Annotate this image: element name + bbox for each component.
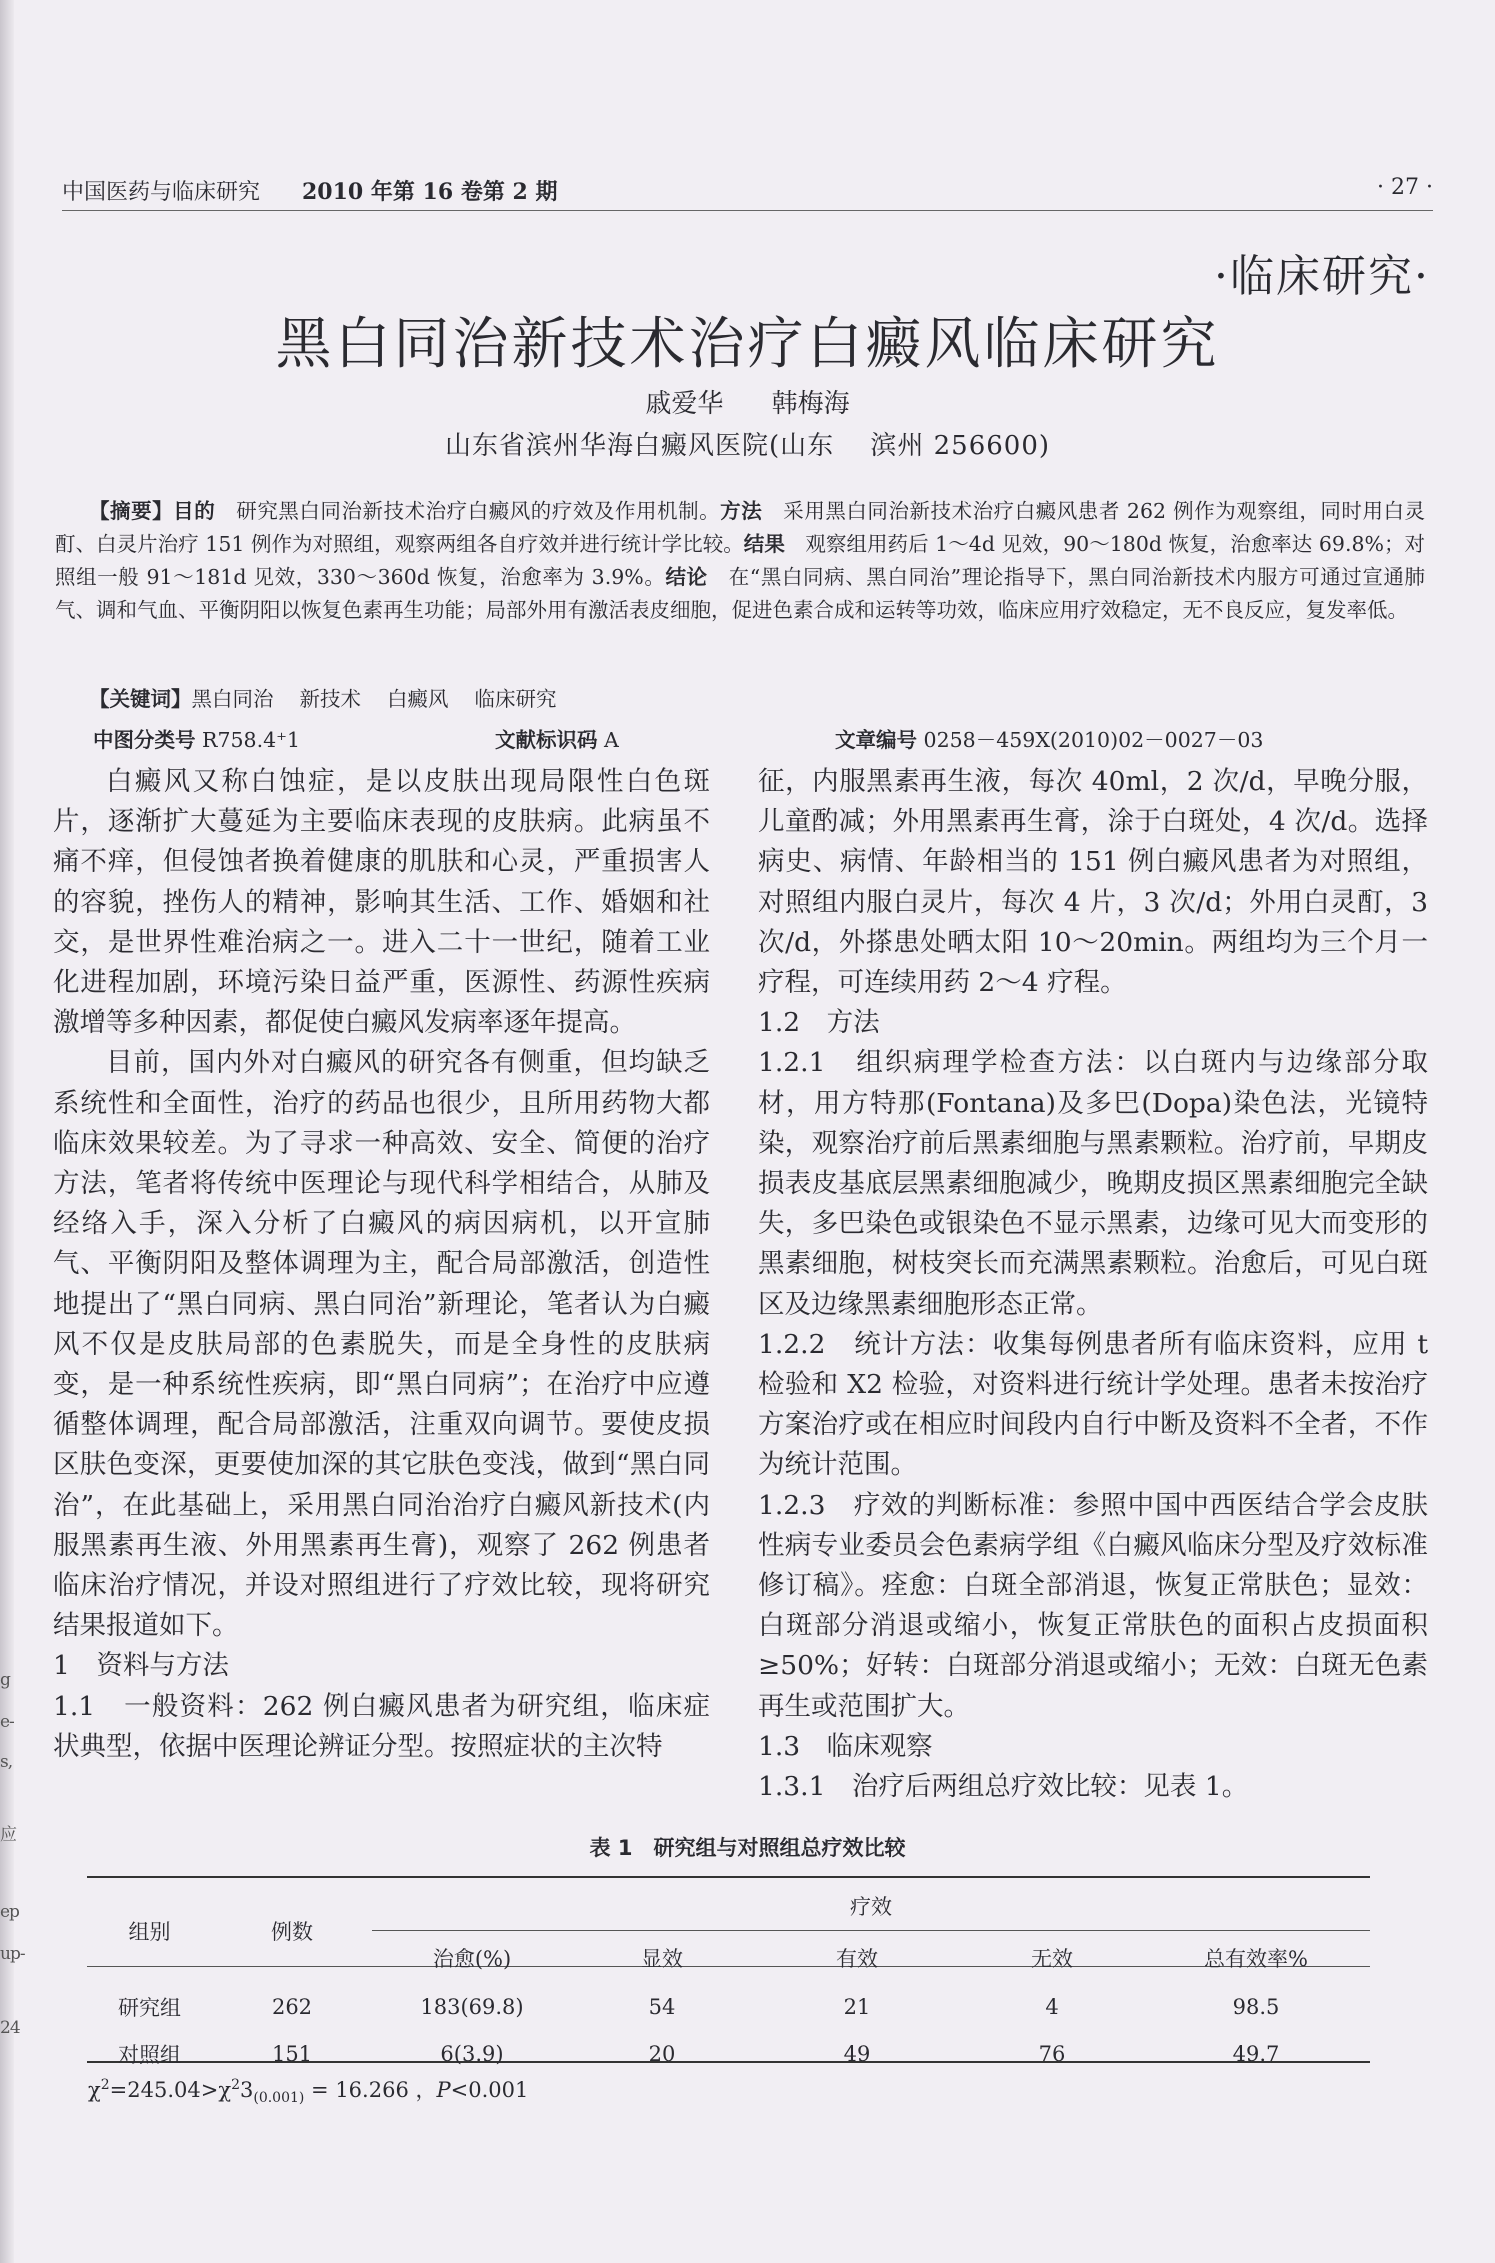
cell-marked: 54	[648, 1994, 676, 2019]
clc-code: 中图分类号 R758.4⁺1	[93, 728, 301, 752]
table-caption: 表 1 研究组与对照组总疗效比较	[589, 1836, 906, 1860]
keywords	[55, 682, 1425, 712]
col-header: 无效	[1031, 1947, 1073, 1971]
keyword: 新技术	[299, 687, 361, 711]
article-number: 文章编号 0258－459X(2010)02－0027－03	[835, 728, 1264, 752]
affiliation: 山东省滨州华海白癜风医院(山东 滨州 256600)	[444, 431, 1051, 461]
margin-fragment: s,	[0, 1752, 13, 1772]
keyword: 白癜风	[387, 687, 449, 711]
journal-name: 中国医药与临床研究	[62, 180, 261, 205]
cell-total: 49.7	[1232, 2041, 1280, 2066]
method-text: 采用黑白同治新技术治疗白癜风患者 262 例作为观察组，同时用白灵酊、白灵片治疗 151 例作为对照组，观察两组各自疗效并进行统计学比较。	[55, 499, 1426, 556]
conclusion-label: 结论	[665, 565, 708, 589]
author: 戚爱华	[645, 389, 724, 419]
result-text: 观察组用药后 1～4d 见效，90～180d 恢复，治愈率达 69.8%；对照组一般 91～181d 见效，330～360d 恢复，治愈率为 3.9%。	[55, 532, 1426, 589]
col-header: 显效	[641, 1947, 683, 1971]
left-column	[53, 762, 710, 1767]
margin-fragment: up-	[0, 1944, 25, 1964]
paragraph: 1.2.2 统计方法：收集每例患者所有临床资料，应用 t 检验和 X2 检验，对资料进行统计学处理。患者未按治疗方案治疗或在相应时间段内自行中断及资料不全者，不作为统计范围。	[758, 1328, 1428, 1481]
purpose-label: 目的	[173, 499, 216, 523]
running-header	[62, 175, 1433, 215]
result-label: 结果	[743, 532, 785, 556]
margin-fragment: 应	[0, 1825, 16, 1845]
keyword: 临床研究	[474, 687, 557, 711]
col-header-group: 组别	[128, 1919, 171, 1944]
keyword: 黑白同治	[191, 687, 274, 711]
issue-info: 2010 年第 16 卷第 2 期	[302, 179, 558, 205]
right-column	[758, 762, 1428, 1807]
table-row	[87, 2030, 1370, 2077]
margin-fragment: ep	[0, 1902, 19, 1922]
cell-ineffective: 4	[1045, 1994, 1059, 2019]
paragraph: 征，内服黑素再生液，每次 40ml，2 次/d，早晚分服，儿童酌减；外用黑素再生膏，涂于白斑处，4 次/d。选择病史、病情、年龄相当的 151 例白癜风患者为对照组，对照组内服白灵片，每次 4 片，3 次/d；外用白灵酊，3 次/d，外搽患处晒太阳 10～20min。两组均为三个月一疗程，可连续用药 2～4 疗程。	[758, 766, 1428, 999]
paragraph: 白癜风又称白蚀症，是以皮肤出现局限性白色斑片，逐渐扩大蔓延为主要临床表现的皮肤病。此病虽不痛不痒，但侵蚀者换着健康的肌肤和心灵，严重损害人的容貌，挫伤人的精神，影响其生活、工作、婚姻和社交，是世界性难治病之一。进入二十一世纪，随着工业化进程加剧，环境污染日益严重，医源性、药源性疾病激增等多种因素，都促使白癜风发病率逐年提高。	[53, 766, 710, 1039]
paragraph: 1.3.1 治疗后两组总疗效比较：见表 1。	[758, 1771, 1249, 1803]
cell-cured: 6(3.9)	[440, 2041, 504, 2066]
section-tag: ·临床研究·	[1214, 251, 1430, 302]
article-title: 黑白同治新技术治疗白癜风临床研究	[275, 312, 1220, 377]
col-header: 总有效率%	[1204, 1947, 1308, 1971]
document-code: 文献标识码 A	[495, 728, 619, 752]
cell-group: 研究组	[118, 1995, 181, 2020]
abstract	[55, 495, 1425, 627]
margin-fragment: 24	[0, 2018, 20, 2038]
efficacy-table	[87, 1878, 1370, 2077]
cell-ineffective: 76	[1038, 2041, 1066, 2066]
cell-effective: 49	[843, 2041, 871, 2066]
author: 韩梅海	[771, 389, 850, 419]
paragraph: 1.2.3 疗效的判断标准：参照中国中西医结合学会皮肤性病专业委员会色素病学组《白癜风临床分型及疗效标准修订稿》。痊愈：白斑全部消退，恢复正常肤色；显效：白斑部分消退或缩小，恢复正常肤色的面积占皮损面积≥50%；好转：白斑部分消退或缩小；无效：白斑无色素再生或范围扩大。	[758, 1489, 1428, 1722]
conclusion-text: 在“黑白同病、黑白同治”理论指导下，黑白同治新技术内服方可通过宣通肺气、调和气血、平衡阴阳以恢复色素再生功能；局部外用有激活表皮细胞，促进色素合成和运转等功效，临床应用疗效稳定，无不良反应，复发率低。	[55, 565, 1425, 622]
purpose-text: 研究黑白同治新技术治疗白癜风的疗效及作用机制。	[236, 499, 721, 523]
col-header-effect: 疗效	[850, 1894, 892, 1919]
col-header: 有效	[836, 1947, 878, 1971]
col-header: 治愈(%)	[432, 1947, 512, 1971]
table-row	[87, 1983, 1370, 2030]
cell-group: 对照组	[118, 2042, 181, 2067]
cell-total: 98.5	[1232, 1994, 1280, 2019]
margin-fragment: g	[0, 1670, 10, 1690]
cell-cases: 151	[271, 2041, 313, 2066]
cell-effective: 21	[843, 1994, 871, 2019]
paragraph: 目前，国内外对白癜风的研究各有侧重，但均缺乏系统性和全面性，治疗的药品也很少，且所用药物大都临床效果较差。为了寻求一种高效、安全、简便的治疗方法，笔者将传统中医理论与现代科学相结合，从肺及经络入手，深入分析了白癜风的病因病机，以开宣肺气、平衡阴阳及整体调理为主，配合局部激活，创造性地提出了“黑白同病、黑白同治”新理论，笔者认为白癜风不仅是皮肤局部的色素脱失，而是全身性的皮肤病变，是一种系统性疾病，即“黑白同病”；在治疗中应遵循整体调理，配合局部激活，注重双向调节。要使皮损区肤色变深，更要使加深的其它肤色变浅，做到“黑白同治”，在此基础上，采用黑白同治治疗白癜风新技术(内服黑素再生液、外用黑素再生膏)，观察了 262 例患者临床治疗情况，并设对照组进行了疗效比较，现将研究结果报道如下。	[53, 1047, 710, 1642]
abstract-label: 【摘要】	[89, 499, 174, 523]
cell-cases: 262	[271, 1994, 313, 2019]
cell-cured: 183(69.8)	[420, 1994, 524, 2019]
table-note: $\chi^2=245.04>\chi^23_{(0.001)} = 16.266$ ，P<0.001	[88, 2077, 529, 2107]
section-heading: 1.2 方法	[758, 1007, 880, 1039]
keywords-label: 【关键词】	[89, 687, 192, 711]
section-heading: 1.3 临床观察	[758, 1730, 933, 1762]
section-heading: 1 资料与方法	[53, 1650, 229, 1682]
paragraph: 1.1 一般资料：262 例白癜风患者为研究组，临床症状典型，依据中医理论辨证分型。按照症状的主次特	[53, 1690, 710, 1762]
cell-marked: 20	[648, 2041, 676, 2066]
page-number: · 27 ·	[1377, 175, 1433, 200]
authors	[0, 383, 1495, 420]
margin-fragment: e-	[0, 1712, 14, 1732]
classification-line	[55, 723, 1425, 753]
col-header-cases: 例数	[271, 1919, 313, 1944]
paragraph: 1.2.1 组织病理学检查方法：以白斑内与边缘部分取材，用方特那(Fontana)及多巴(Dopa)染色法，光镜特染，观察治疗前后黑素细胞与黑素颗粒。治疗前，早期皮损表皮基底层黑素细胞减少，晚期皮损区黑素细胞完全缺失，多巴染色或银染色不显示黑素，边缘可见大而变形的黑素细胞，树枝突长而充满黑素颗粒。治愈后，可见白斑区及边缘黑素细胞形态正常。	[758, 1047, 1428, 1320]
method-label: 方法	[720, 499, 763, 523]
header-rule	[62, 210, 1433, 211]
